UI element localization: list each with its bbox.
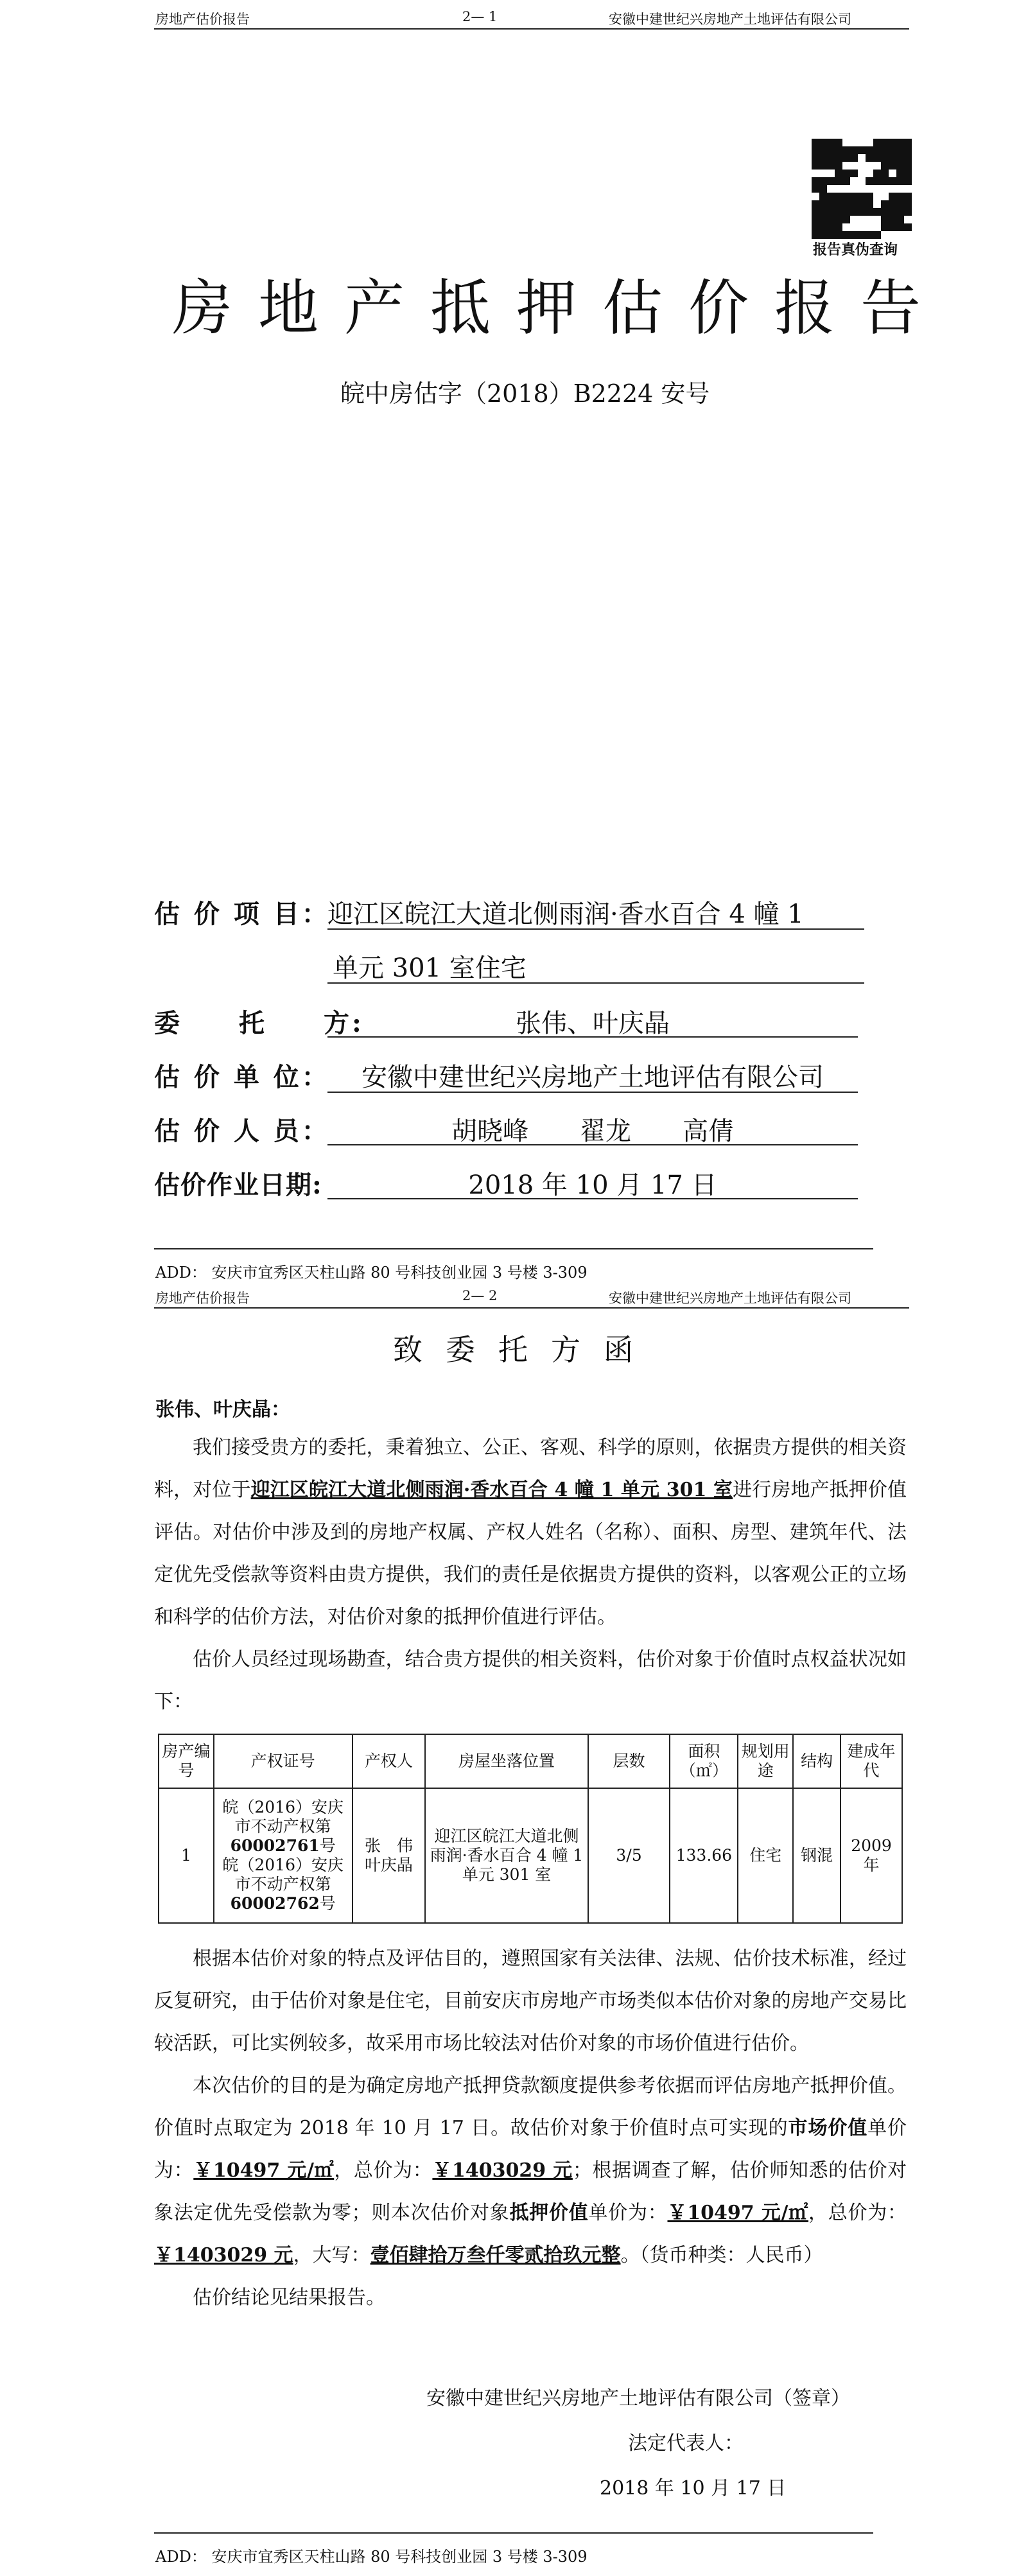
th-structure: 结构	[793, 1734, 840, 1788]
page2-address: ADD： 安庆市宜秀区天柱山路 80 号科技创业园 3 号楼 3-309	[155, 2548, 588, 2566]
cell-structure: 钢混	[793, 1788, 840, 1923]
cert-2-text: 皖（2016）安庆市不动产权第	[222, 1856, 344, 1893]
signature-date: 2018 年 10 月 17 日	[600, 2477, 787, 2500]
market-value-term: 市场价值	[788, 2117, 868, 2139]
paragraph-conclusion: 估价结论见结果报告。	[193, 2286, 385, 2309]
total-in-words: 壹佰肆拾万叁仟零贰拾玖元整	[370, 2244, 621, 2267]
mortgage-value-term: 抵押价值	[509, 2202, 589, 2224]
market-total-price: ￥1403029 元	[432, 2159, 573, 2182]
th-owner: 产权人	[353, 1734, 426, 1788]
cert-1-number: 60002761	[230, 1836, 320, 1855]
cell-year: 2009 年	[840, 1788, 902, 1923]
cert-1-text: 皖（2016）安庆市不动产权第	[222, 1798, 344, 1836]
table-header-row	[159, 1734, 902, 1788]
th-area: 面积（㎡）	[670, 1734, 738, 1788]
unit-label: 估 价 单 位：	[154, 1062, 330, 1092]
property-location: 迎江区皖江大道北侧雨润·香水百合 4 幢 1 单元 301 室	[250, 1479, 733, 1501]
unit-underline	[327, 1092, 858, 1093]
p4-text-f: ，总价为：	[808, 2202, 907, 2224]
page1-footer-rule	[154, 1248, 873, 1249]
p4-text-h: 。（货币种类：人民币）	[620, 2244, 823, 2267]
cell-area: 133.66	[670, 1788, 738, 1923]
project-value-line1: 迎江区皖江大道北侧雨润·香水百合 4 幢 1	[327, 900, 804, 929]
page1-header-left: 房地产估价报告	[155, 12, 250, 27]
unit-value: 安徽中建世纪兴房地产土地评估有限公司	[361, 1063, 824, 1092]
p4-text-e: 单价为：	[588, 2202, 668, 2224]
qr-code-icon[interactable]	[812, 139, 912, 239]
p4-text-c: ，总价为：	[334, 2159, 433, 2182]
page2-header-left: 房地产估价报告	[155, 1291, 250, 1306]
th-year: 建成年代	[840, 1734, 902, 1788]
client-label: 委 托 方:	[154, 1008, 364, 1038]
date-value: 2018 年 10 月 17 日	[468, 1171, 717, 1200]
th-usage: 规划用途	[738, 1734, 793, 1788]
paragraph-method: 根据本估价对象的特点及评估目的，遵照国家有关法律、法规、估价技术标准，经过反复研究，由于估价对象是住宅，目前安庆市房地产市场类似本估价对象的房地产交易比较活跃，可比实例较多，故采用市场比较法对估价对象的市场价值进行估价。	[154, 1947, 907, 2055]
p4-text-b: 单价为：	[154, 2117, 907, 2182]
page2-header-rule	[154, 1307, 909, 1309]
paragraph-survey: 估价人员经过现场勘查，结合贵方提供的相关资料，估价对象于价值时点权益状况如下：	[154, 1648, 907, 1713]
signature-representative: 法定代表人：	[628, 2432, 744, 2455]
th-cert: 产权证号	[214, 1734, 353, 1788]
page2-header-page-number: 2— 2	[462, 1288, 498, 1303]
project-underline-2	[327, 982, 864, 984]
letter-body-bottom	[154, 1938, 907, 2319]
date-underline	[327, 1198, 858, 1199]
letter-body-top	[154, 1427, 907, 1723]
staff-value: 胡晓峰 翟龙 高倩	[451, 1117, 734, 1146]
mortgage-unit-price: ￥10497 元/㎡	[667, 2202, 809, 2224]
project-value-line2: 单元 301 室住宅	[333, 953, 527, 983]
p1-text-b: 进行房地产抵押价值评估。对估价中涉及到的房地产权属、产权人姓名（名称）、面积、房型、建筑年代、法定优先受偿款等资料由贵方提供，我们的责任是依据贵方提供的资料，以客观公正的立场和科学的估价方法，对估价对象的抵押价值进行评估。	[154, 1479, 907, 1628]
market-unit-price: ￥10497 元/㎡	[193, 2159, 335, 2182]
cell-floors: 3/5	[588, 1788, 670, 1923]
page1-address: ADD： 安庆市宜秀区天柱山路 80 号科技创业园 3 号楼 3-309	[155, 1264, 588, 1282]
project-label: 估 价 项 目：	[154, 899, 330, 929]
date-label: 估价作业日期:	[154, 1170, 322, 1200]
signature-company: 安徽中建世纪兴房地产土地评估有限公司（签章）	[426, 2387, 850, 2410]
page1-header-right: 安徽中建世纪兴房地产土地评估有限公司	[609, 12, 851, 27]
th-location: 房屋坐落位置	[425, 1734, 588, 1788]
page1-header-rule	[154, 28, 909, 30]
cert-2-number: 60002762	[230, 1894, 320, 1913]
table-row	[159, 1788, 902, 1923]
p4-text-d: ；根据调查了解，估价师知悉的估价对象法定优先受偿款为零；则本次估价对象	[154, 2159, 907, 2224]
qr-caption: 报告真伪查询	[813, 241, 898, 258]
page1-header-page-number: 2— 1	[462, 9, 498, 24]
th-floors: 层数	[588, 1734, 670, 1788]
staff-underline	[327, 1144, 858, 1145]
p1-text-a: 我们接受贵方的委托，秉着独立、公正、客观、科学的原则，依据贵方提供的相关资料，对位于	[154, 1436, 907, 1501]
report-number: 皖中房估字（2018）B2224 安号	[340, 379, 710, 408]
cell-owner: 张 伟 叶庆晶	[353, 1788, 426, 1923]
project-underline-1	[327, 928, 864, 930]
cert-2-suffix: 号	[319, 1894, 336, 1913]
cell-usage: 住宅	[738, 1788, 793, 1923]
p4-text-a: 本次估价的目的是为确定房地产抵押贷款额度提供参考依据而评估房地产抵押价值。价值时点取定为 2018 年 10 月 17 日。故估价对象于价值时点可实现的	[154, 2075, 907, 2139]
mortgage-total-price: ￥1403029 元	[154, 2244, 293, 2267]
paragraph-commission	[154, 1427, 907, 1639]
paragraph-valuation	[154, 2065, 907, 2277]
cell-no: 1	[159, 1788, 214, 1923]
cell-location: 迎江区皖江大道北侧雨润·香水百合 4 幢 1 单元 301 室	[425, 1788, 588, 1923]
cell-cert	[214, 1788, 353, 1923]
th-no: 房产编号	[159, 1734, 214, 1788]
letter-title: 致委托方函	[393, 1332, 656, 1367]
client-value: 张伟、叶庆晶	[516, 1009, 670, 1038]
staff-label: 估 价 人 员：	[154, 1116, 330, 1146]
property-rights-table	[158, 1734, 903, 1924]
cert-1-suffix: 号	[319, 1836, 336, 1855]
salutation: 张伟、叶庆晶：	[155, 1398, 290, 1421]
page2-footer-rule	[154, 2532, 873, 2534]
report-title: 房地产抵押估价报告	[172, 274, 947, 344]
client-underline	[327, 1036, 858, 1038]
page2-header-right: 安徽中建世纪兴房地产土地评估有限公司	[609, 1291, 851, 1306]
p4-text-g: ，大写：	[293, 2244, 370, 2267]
